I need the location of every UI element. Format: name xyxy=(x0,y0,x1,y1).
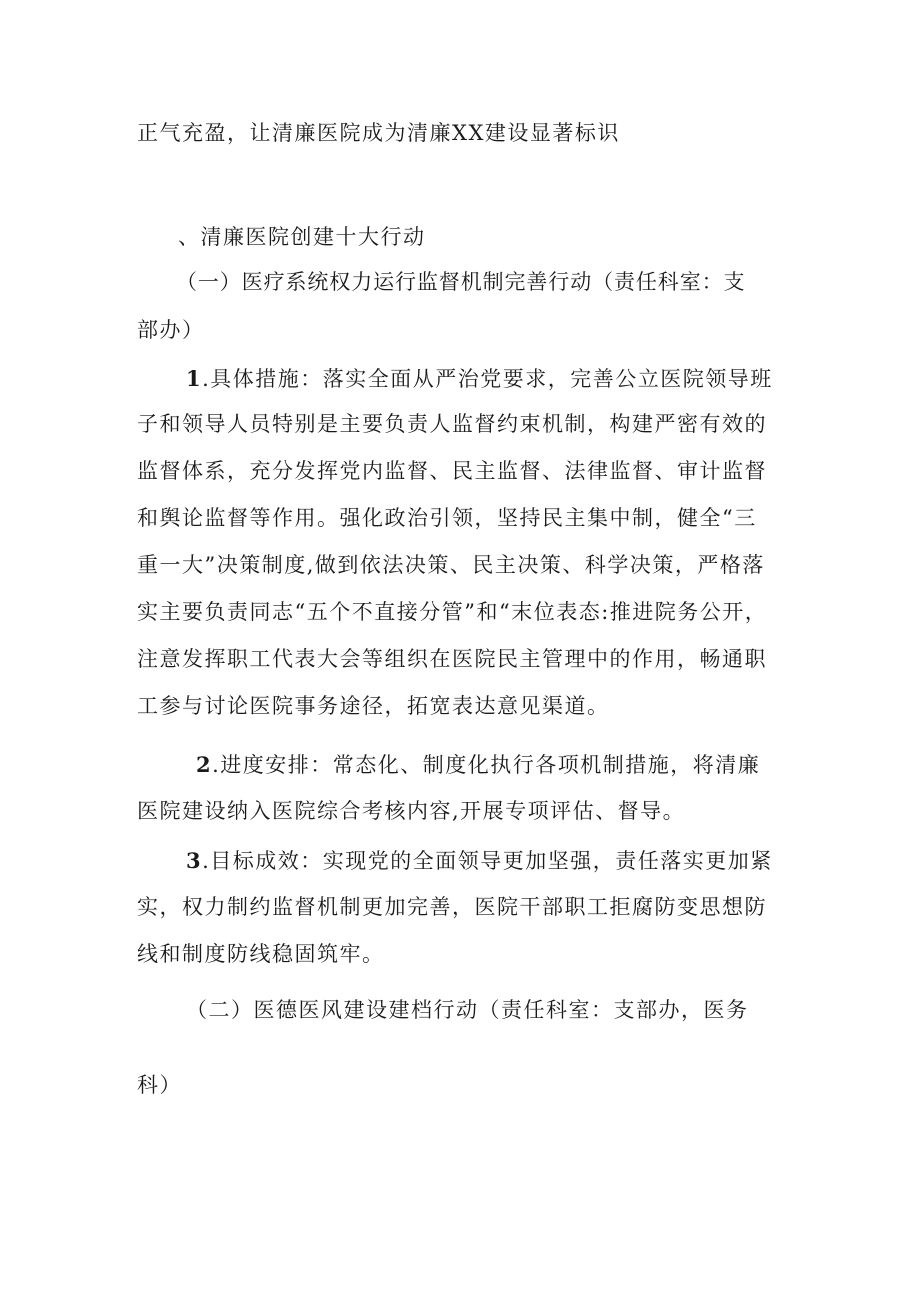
paragraph-line: 实主要负责同志“五个不直接分管”和“末位表态:推进院务公开， xyxy=(137,600,768,624)
subsection-heading-cont: 部办） xyxy=(137,318,205,342)
subsection-heading: （一）医疗系统权力运行监督机制完善行动（责任科室：支 xyxy=(176,270,746,294)
paragraph-line: 重一大”决策制度,做到依法决策、民主决策、科学决策，严格落 xyxy=(137,553,765,577)
paragraph-line: 医院建设纳入医院综合考核内容,开展专项评估、督导。 xyxy=(137,799,686,823)
paragraph-line: 实，权力制约监督机制更加完善，医院干部职工拒腐防变思想防 xyxy=(137,895,767,919)
subsection-heading-cont: 科） xyxy=(137,1073,182,1097)
item-text: .进度安排：常态化、制度化执行各项机制措施，将清廉 xyxy=(212,753,761,777)
item-text: .目标成效：实现党的全面领导更加坚强，责任落实更加紧 xyxy=(202,849,773,873)
section-heading: 、清廉医院创建十大行动 xyxy=(178,225,426,249)
paragraph-line: 子和领导人员特别是主要负责人监督约束机制，构建严密有效的 xyxy=(137,412,767,436)
paragraph-line: 注意发挥职工代表大会等组织在医院民主管理中的作用，畅通职 xyxy=(137,647,767,671)
paragraph-line xyxy=(186,850,846,872)
paragraph-line xyxy=(196,754,856,776)
paragraph-line: 正气充盈，让清廉医院成为清廉XX建设显著标识 xyxy=(137,121,620,145)
paragraph-line: 和舆论监督等作用。强化政治引领，坚持民主集中制，健全“三 xyxy=(137,506,757,530)
item-text: .具体措施：落实全面从严治党要求，完善公立医院领导班 xyxy=(202,367,773,391)
subsection-heading: （二）医德医风建设建档行动（责任科室：支部办，医务 xyxy=(186,998,749,1022)
paragraph-line: 线和制度防线稳固筑牢。 xyxy=(137,942,385,966)
paragraph-line: 工参与讨论医院事务途径，拓宽表达意见渠道。 xyxy=(137,694,610,718)
paragraph-line: 监督体系，充分发挥党内监督、民主监督、法律监督、审计监督 xyxy=(137,459,767,483)
paragraph-line xyxy=(186,368,846,390)
item-number: 2 xyxy=(196,752,213,777)
item-number: 3 xyxy=(186,848,203,873)
item-number: 1 xyxy=(186,366,203,391)
